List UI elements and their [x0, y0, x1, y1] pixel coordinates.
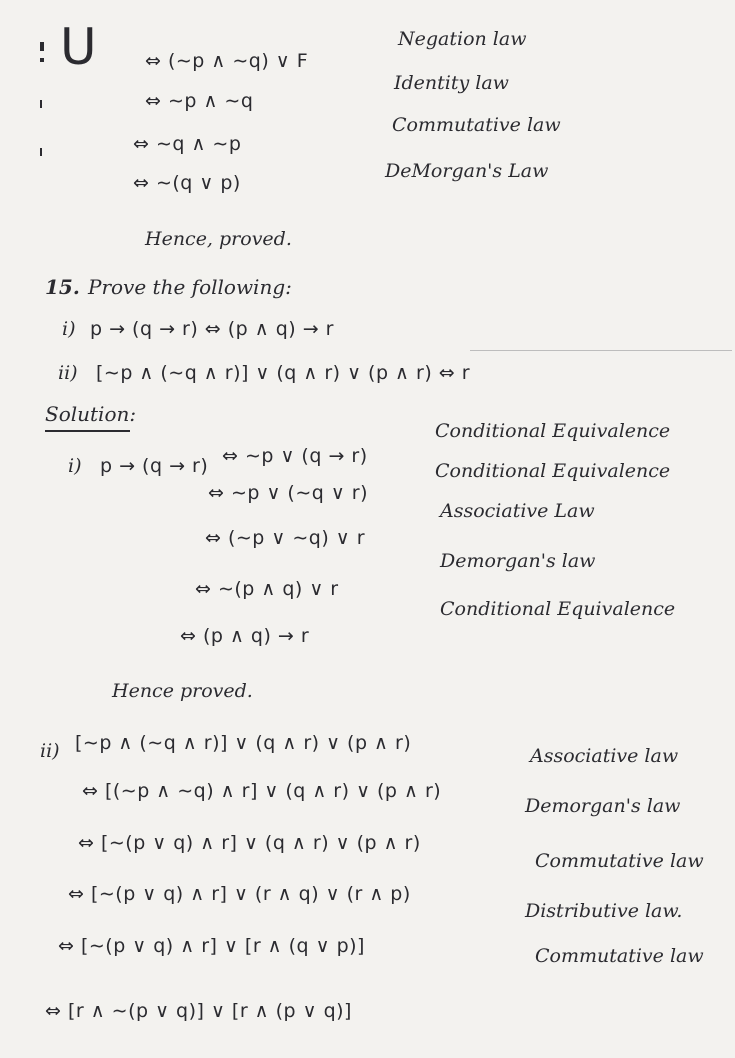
solution-underline [45, 430, 130, 432]
part2-label: ii) [40, 740, 60, 762]
part2-expr-5: ⇔ [r ∧ ∼(p ∨ q)] ∨ [r ∧ (p ∨ q)] [45, 1000, 352, 1022]
part2-law-2: Demorgan's law [525, 795, 681, 817]
top-law-1: Negation law [398, 28, 527, 50]
part1-law-5: Conditional Equivalence [440, 598, 676, 620]
paper-rule [470, 350, 732, 351]
part1-conclusion: Hence proved. [112, 680, 253, 702]
question-number: 15. [45, 275, 80, 299]
part1-expr-1: ⇔ ∼p ∨ (q → r) [222, 445, 368, 467]
part1-law-4: Demorgan's law [440, 550, 596, 572]
part2-expr-3: ⇔ [∼(p ∨ q) ∧ r] ∨ (r ∧ q) ∨ (r ∧ p) [68, 883, 411, 905]
margin-mark [40, 42, 44, 51]
margin-mark [40, 148, 42, 156]
margin-mark [40, 100, 42, 108]
top-expr-1: ⇔ (∼p ∧ ∼q) ∨ F [145, 50, 309, 72]
question-prompt: Prove the following: [88, 275, 292, 299]
part2-expr-4: ⇔ [∼(p ∨ q) ∧ r] ∨ [r ∧ (q ∨ p)] [58, 935, 365, 957]
part2-law-5: Commutative law [535, 945, 704, 967]
part1-law-1: Conditional Equivalence [435, 420, 671, 442]
part2-law-3: Commutative law [535, 850, 704, 872]
top-law-2: Identity law [394, 72, 509, 94]
part1-expr-4: ⇔ ∼(p ∧ q) ∨ r [195, 578, 339, 600]
part1-law-2: Conditional Equivalence [435, 460, 671, 482]
part1-expr-3: ⇔ (∼p ∨ ∼q) ∨ r [205, 527, 366, 549]
margin-mark [40, 58, 44, 62]
part2-expr-1: ⇔ [(∼p ∧ ∼q) ∧ r] ∨ (q ∧ r) ∨ (p ∧ r) [82, 780, 442, 802]
part1-expr-5: ⇔ (p ∧ q) → r [180, 625, 310, 647]
question-item-1-label: i) [62, 318, 76, 340]
top-law-3: Commutative law [392, 114, 561, 136]
part2-law-4: Distributive law. [525, 900, 683, 922]
part1-law-3: Associative Law [440, 500, 595, 522]
top-expr-3: ⇔ ∼q ∧ ∼p [133, 133, 242, 155]
part2-expr-2: ⇔ [∼(p ∨ q) ∧ r] ∨ (q ∧ r) ∨ (p ∧ r) [78, 832, 421, 854]
part1-expr-2: ⇔ ∼p ∨ (∼q ∨ r) [208, 482, 369, 504]
question-item-2-expr: [∼p ∧ (∼q ∧ r)] ∨ (q ∧ r) ∨ (p ∧ r) ⇔ r [96, 362, 471, 384]
part2-law-1: Associative law [530, 745, 679, 767]
part2-start: [∼p ∧ (∼q ∧ r)] ∨ (q ∧ r) ∨ (p ∧ r) [75, 732, 412, 754]
bracket-glyph: U [60, 18, 97, 76]
part1-start: p → (q → r) [100, 455, 209, 477]
part1-label: i) [68, 455, 82, 477]
question-item-1-expr: p → (q → r) ⇔ (p ∧ q) → r [90, 318, 334, 340]
question-item-2-label: ii) [58, 362, 78, 384]
top-expr-4: ⇔ ∼(q ∨ p) [133, 172, 241, 194]
top-conclusion: Hence, proved. [145, 228, 292, 250]
solution-heading: Solution: [45, 402, 137, 426]
top-law-4: DeMorgan's Law [385, 160, 549, 182]
top-expr-2: ⇔ ∼p ∧ ∼q [145, 90, 254, 112]
